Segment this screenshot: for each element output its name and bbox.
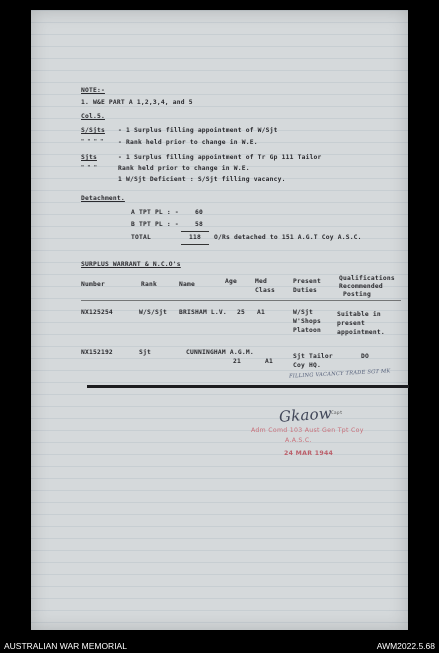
- total-text: O/Rs detached to 151 A.G.T Coy A.S.C.: [214, 234, 362, 241]
- a-tpt-value: 60: [195, 209, 203, 216]
- detachment-heading: Detachment.: [81, 195, 125, 202]
- footer-right: AWM2022.5.68: [376, 641, 435, 651]
- total-label: TOTAL: [131, 234, 151, 241]
- row-age: 21: [233, 358, 241, 365]
- stamp-line-2: A.A.S.C.: [285, 437, 312, 444]
- sjts-text-3: 1 W/Sjt Deficient : S/Sjt filling vacancy.: [118, 176, 286, 183]
- footer-left: AUSTRALIAN WAR MEMORIAL: [4, 641, 127, 651]
- row-rank: Sjt: [139, 349, 151, 356]
- col-name: Name: [179, 281, 195, 288]
- row-med: A1: [257, 309, 265, 316]
- handwritten-note: FILLING VACANCY TRADE SGT MK: [288, 368, 391, 380]
- surplus-heading: SURPLUS WARRANT & N.C.O's: [81, 261, 181, 268]
- col-qual-1: Qualifications: [339, 275, 395, 282]
- b-tpt-label: B TPT PL : -: [131, 221, 179, 228]
- col-present-2: Duties: [293, 287, 317, 294]
- row-qual-1: DO: [361, 353, 369, 360]
- sjts-label: Sjts: [81, 154, 97, 161]
- stamp-date: 24 MAR 1944: [284, 450, 334, 457]
- row-qual-1: Suitable in: [337, 311, 381, 318]
- ssjt-label: S/Sjts: [81, 127, 105, 134]
- row-number: NX125254: [81, 309, 113, 316]
- ditto-marks-1: " " " ": [81, 139, 104, 145]
- row-name: BRISHAM L.V.: [179, 309, 227, 316]
- row-duties-1: W/Sjt: [293, 309, 313, 316]
- total-value: 118: [189, 234, 201, 241]
- row-qual-2: present: [337, 320, 365, 327]
- notes-heading: NOTE:-: [81, 87, 105, 94]
- col-present-1: Present: [293, 278, 321, 285]
- row-name: CUNNINGHAM A.G.M.: [186, 349, 254, 356]
- col-qual-3: Posting: [343, 291, 371, 298]
- row-duties-2: Coy HQ.: [293, 362, 321, 369]
- signature-scrawl: Gkaow: [278, 404, 333, 426]
- stamp-line-1: Adm Comd 103 Aust Gen Tpt Coy: [251, 427, 364, 434]
- col-med-2: Class: [255, 287, 275, 294]
- sum-rule: [181, 231, 209, 232]
- header-rule: [81, 300, 401, 301]
- signature-rank: Capt: [331, 411, 343, 416]
- row-duties-3: Platoon: [293, 327, 321, 334]
- ditto-marks-2: " " ": [81, 165, 98, 171]
- ssjt-text-1: - 1 Surplus filling appointment of W/Sjt: [118, 127, 278, 134]
- document-page: [31, 10, 408, 630]
- row-number: NX152192: [81, 349, 113, 356]
- col-age: Age: [225, 278, 237, 285]
- col-heading: Col.5.: [81, 113, 105, 120]
- a-tpt-label: A TPT PL : -: [131, 209, 179, 216]
- col-qual-2: Recommended: [339, 283, 383, 290]
- row-duties-1: Sjt Tailor: [293, 353, 333, 360]
- row-rank: W/S/Sjt: [139, 309, 167, 316]
- row-age: 25: [237, 309, 245, 316]
- row-med: A1: [265, 358, 273, 365]
- col-med-1: Med: [255, 278, 267, 285]
- row-qual-3: appointment.: [337, 329, 385, 336]
- total-rule: [181, 244, 209, 245]
- sjts-text-1: - 1 Surplus filling appointment of Tr Gp 111 Tailor: [118, 154, 322, 161]
- sjts-text-2: Rank held prior to change in W.E.: [118, 165, 250, 172]
- row-duties-2: W'Shops: [293, 318, 321, 325]
- section-rule: [87, 385, 409, 388]
- ssjt-text-2: - Rank held prior to change in W.E.: [118, 139, 258, 146]
- notes-line-1: 1. W&E PART A 1,2,3,4, and 5: [81, 99, 193, 106]
- col-number: Number: [81, 281, 105, 288]
- b-tpt-value: 58: [195, 221, 203, 228]
- col-rank: Rank: [141, 281, 157, 288]
